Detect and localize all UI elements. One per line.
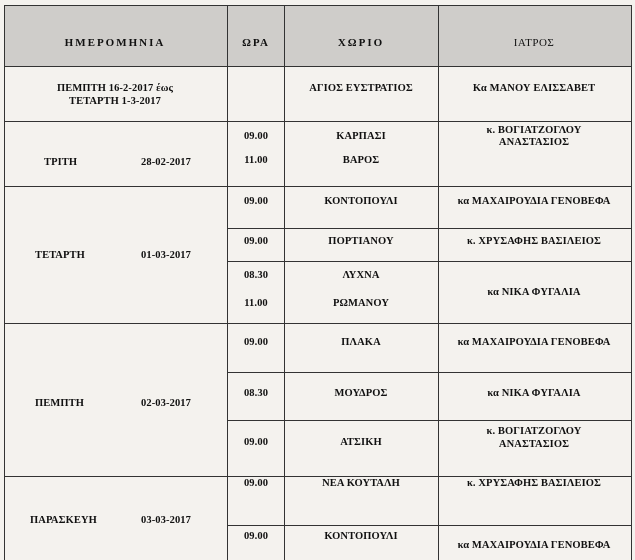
row2-c-village2: ΡΩΜΑΝΟΥ bbox=[332, 298, 390, 309]
row4-day: ΠΑΡΑΣΚΕΥΗ bbox=[30, 515, 97, 526]
row2-c-doctor: κα ΝΙΚΑ ΦΥΓΑΛΙΑ bbox=[487, 287, 581, 298]
row3-a-time: 09.00 bbox=[243, 337, 269, 348]
row1-doctor-line1: κ. ΒΟΓΙΑΤΖΟΓΛΟΥ bbox=[486, 125, 582, 136]
row4-a-village: ΝΕΑ ΚΟΥΤΑΛΗ bbox=[322, 478, 400, 489]
row2-c-village1: ΛΥΧΝΑ bbox=[342, 270, 380, 281]
row3-c-doctor-line2: ΑΝΑΣΤΑΣΙΟΣ bbox=[498, 439, 570, 450]
row2-b-village: ΠΟΡΤΙΑΝΟΥ bbox=[328, 236, 394, 247]
header-time: ΩΡΑ bbox=[242, 37, 270, 49]
row3-b-time: 08.30 bbox=[243, 388, 269, 399]
row1-village2: ΒΑΡΟΣ bbox=[342, 155, 380, 166]
row2-c-time2: 11.00 bbox=[244, 298, 268, 309]
subrow-divider bbox=[227, 420, 632, 421]
row4-b-village: ΚΟΝΤΟΠΟΥΛΙ bbox=[324, 531, 398, 542]
row2-a-village: ΚΟΝΤΟΠΟΥΛΙ bbox=[324, 196, 398, 207]
row0-village: ΑΓΙΟΣ ΕΥΣΤΡΑΤΙΟΣ bbox=[309, 83, 413, 94]
row2-day: ΤΕΤΑΡΤΗ bbox=[35, 250, 85, 261]
row4-date: 03-03-2017 bbox=[141, 515, 191, 526]
row2-date: 01-03-2017 bbox=[141, 250, 191, 261]
row-divider-3 bbox=[4, 323, 632, 324]
row4-b-doctor: κα ΜΑΧΑΙΡΟΥΔΙΑ ΓΕΝΟΒΕΦΑ bbox=[457, 540, 611, 551]
row1-time2: 11.00 bbox=[244, 155, 268, 166]
row-divider-4 bbox=[4, 476, 632, 477]
row0-date-line2: ΤΕΤΑΡΤΗ 1-3-2017 bbox=[69, 96, 161, 107]
header-date: ΗΜΕΡΟΜΗΝΙΑ bbox=[64, 37, 166, 49]
row0-date-line1: ΠΕΜΠΤΗ 16-2-2017 έως bbox=[56, 83, 174, 94]
row4-a-doctor: κ. ΧΡΥΣΑΦΗΣ ΒΑΣΙΛΕΙΟΣ bbox=[467, 478, 601, 489]
row2-a-doctor: κα ΜΑΧΑΙΡΟΥΔΙΑ ΓΕΝΟΒΕΦΑ bbox=[457, 196, 611, 207]
subrow-divider bbox=[227, 261, 632, 262]
subrow-divider bbox=[227, 228, 632, 229]
row2-c-time1: 08.30 bbox=[243, 270, 269, 281]
row4-a-time: 09.00 bbox=[243, 478, 269, 489]
row1-day: ΤΡΙΤΗ bbox=[44, 157, 78, 168]
row3-a-village: ΠΛΑΚΑ bbox=[341, 337, 381, 348]
row0-doctor: Κα ΜΑΝΟΥ ΕΛΙΣΣΑΒΕΤ bbox=[472, 83, 596, 94]
header-village: ΧΩΡΙΟ bbox=[337, 37, 385, 49]
row1-time1: 09.00 bbox=[243, 131, 269, 142]
row1-date: 28-02-2017 bbox=[141, 157, 191, 168]
row-divider-1 bbox=[4, 121, 632, 122]
row-divider-2 bbox=[4, 186, 632, 187]
row1-doctor-line2: ΑΝΑΣΤΑΣΙΟΣ bbox=[498, 137, 570, 148]
header-doctor: ΙΑΤΡΟΣ bbox=[513, 37, 555, 49]
row3-day: ΠΕΜΠΤΗ bbox=[35, 398, 85, 409]
table-border-top bbox=[4, 5, 632, 6]
table-header bbox=[4, 5, 632, 66]
row3-a-doctor: κα ΜΑΧΑΙΡΟΥΔΙΑ ΓΕΝΟΒΕΦΑ bbox=[457, 337, 611, 348]
subrow-divider bbox=[227, 525, 632, 526]
row-divider-header bbox=[4, 66, 632, 67]
row2-a-time: 09.00 bbox=[243, 196, 269, 207]
row3-date: 02-03-2017 bbox=[141, 398, 191, 409]
row3-b-village: ΜΟΥΔΡΟΣ bbox=[334, 388, 388, 399]
row2-b-time: 09.00 bbox=[243, 236, 269, 247]
row3-c-village: ΑΤΣΙΚΗ bbox=[340, 437, 382, 448]
row4-b-time: 09.00 bbox=[243, 531, 269, 542]
subrow-divider bbox=[227, 372, 632, 373]
row3-c-doctor-line1: κ. ΒΟΓΙΑΤΖΟΓΛΟΥ bbox=[486, 426, 582, 437]
row3-b-doctor: κα ΝΙΚΑ ΦΥΓΑΛΙΑ bbox=[487, 388, 581, 399]
row2-b-doctor: κ. ΧΡΥΣΑΦΗΣ ΒΑΣΙΛΕΙΟΣ bbox=[467, 236, 601, 247]
row3-c-time: 09.00 bbox=[243, 437, 269, 448]
row1-village1: ΚΑΡΠΑΣΙ bbox=[336, 131, 386, 142]
